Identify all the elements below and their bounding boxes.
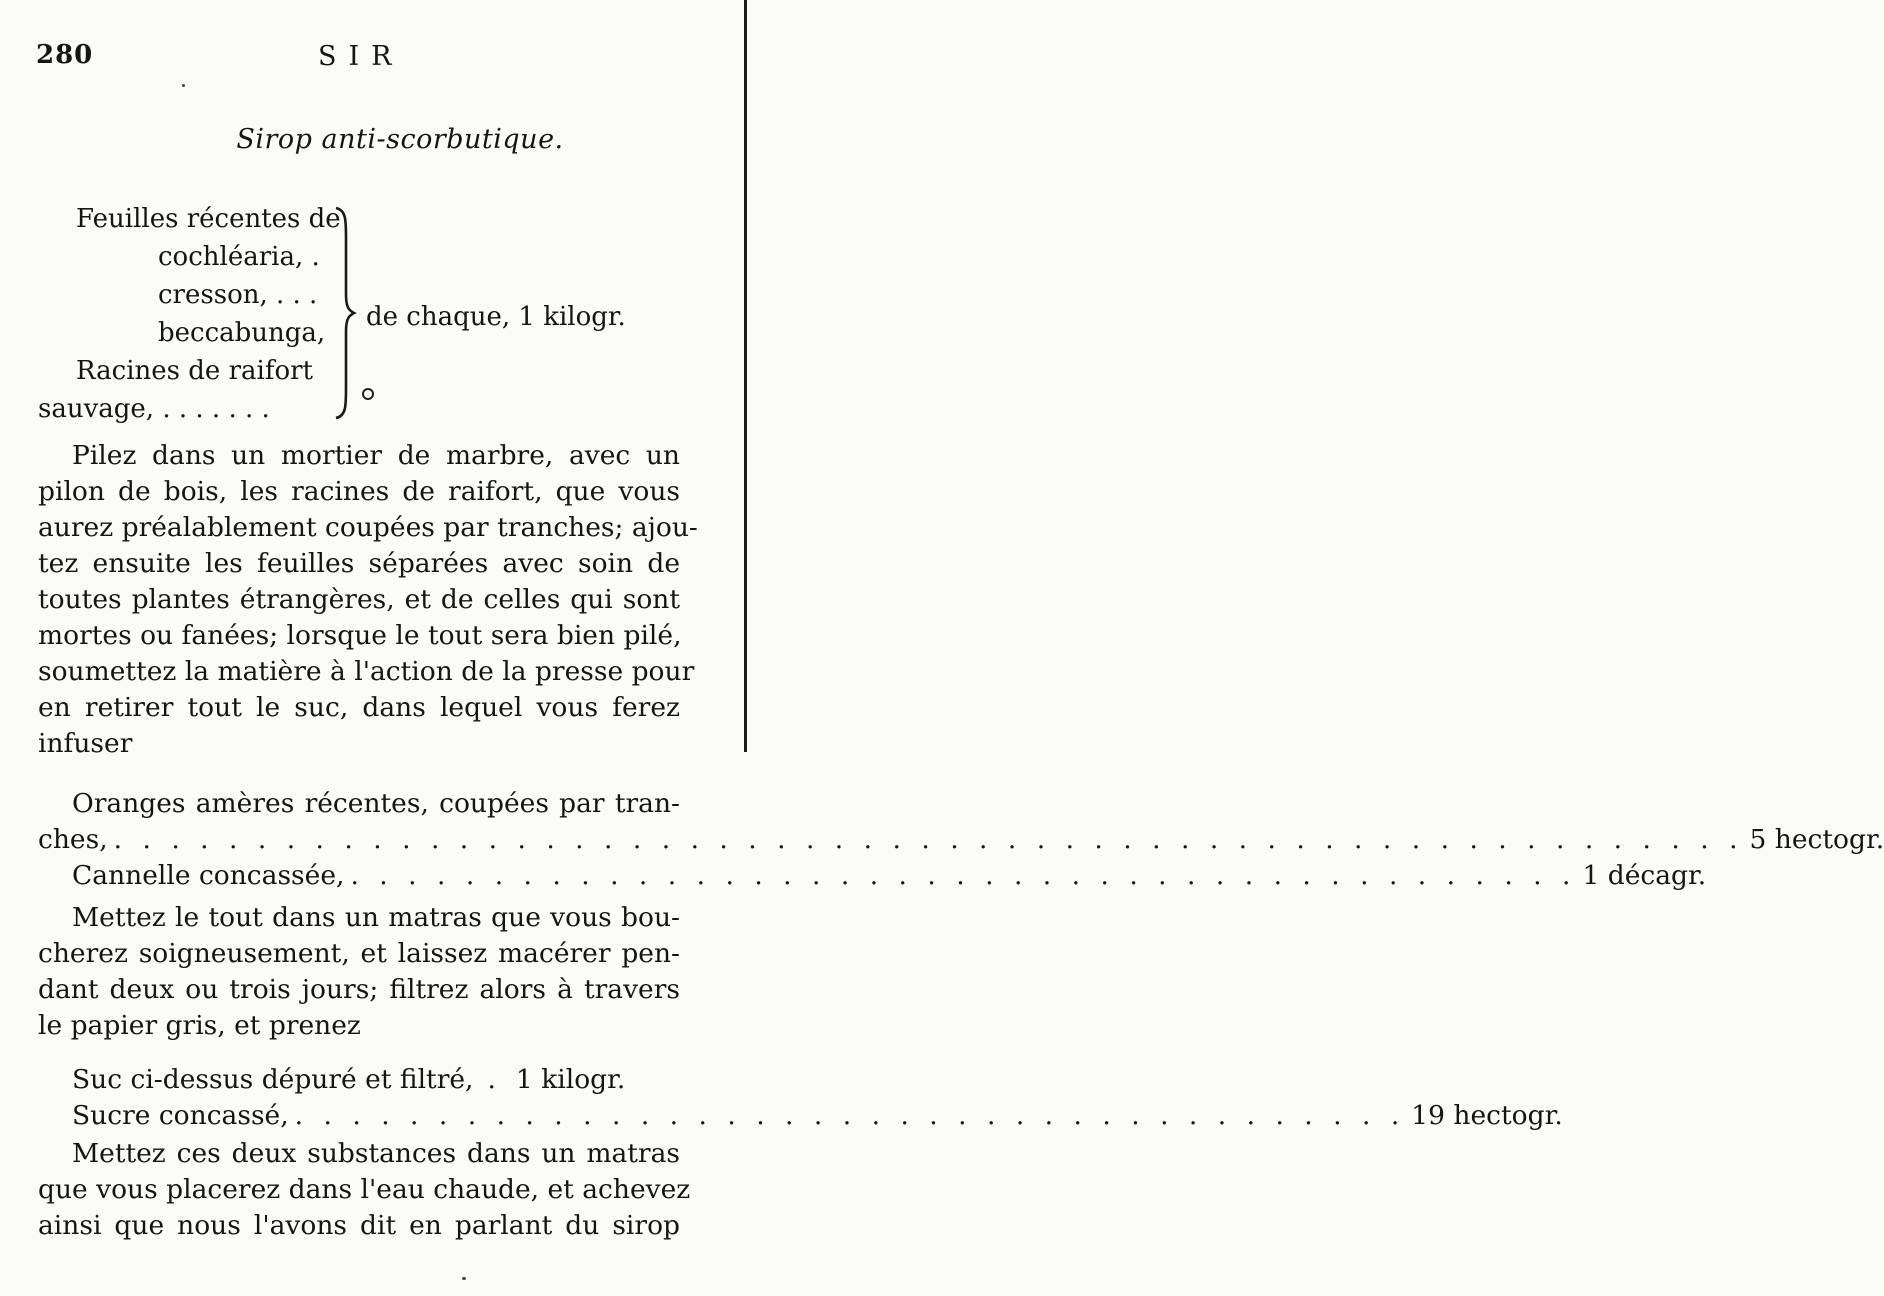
ingredient-line: beccabunga, <box>158 318 326 348</box>
recipe-item <box>72 1062 656 1098</box>
text-line: Oranges amères récentes, coupées par tran- <box>72 788 680 819</box>
ingredient-line: sauvage, . . . . . . . <box>38 394 270 424</box>
recipe-item-amount: 5 hectogr. <box>1749 824 1884 855</box>
text-line: mortes ou fanées; lorsque le tout sera bien pilé, <box>38 620 682 651</box>
ink-speck <box>462 1277 466 1280</box>
text-line: soumettez la matière à l'action de la presse pour <box>38 656 695 687</box>
leader-dots: . <box>487 1064 502 1095</box>
text-line: Pilez dans un mortier de marbre, avec un <box>72 440 680 471</box>
text-line: toutes plantes étrangères, et de celles qui sont <box>38 584 680 615</box>
running-head: SIR <box>318 41 404 72</box>
text-line: tez ensuite les feuilles séparées avec soin de <box>38 548 680 579</box>
text-line: Mettez ces deux substances dans un matras <box>72 1138 680 1169</box>
leader-dots: . . . . . . . . . . . . . . . . . . . . . . . . . . . . . . . . . . . . . . . . . . . <box>350 860 1577 891</box>
leader-dots: . . . . . . . . . . . . . . . . . . . . . . . . . . . . . . . . . . . . . . . . . . . . . . . . . . . . . . . . . <box>113 824 1744 855</box>
recipe-item-amount: 19 hectogr. <box>1411 1100 1563 1131</box>
text-line: que vous placerez dans l'eau chaude, et achevez <box>38 1174 691 1205</box>
recipe-item <box>38 822 1884 858</box>
ingredient-line: cresson, . . . <box>158 280 318 310</box>
text-line: en retirer tout le suc, dans lequel vous ferez <box>38 692 680 723</box>
recipe-item-amount: 1 décagr. <box>1582 860 1707 891</box>
recipe-item-label: Suc ci-dessus dépuré et filtré, <box>72 1064 474 1095</box>
leader-dots: . . . . . . . . . . . . . . . . . . . . . . . . . . . . . . . . . . . . . . . <box>294 1100 1406 1131</box>
text-line: dant deux ou trois jours; filtrez alors à travers <box>38 974 680 1005</box>
page-number: 280 <box>36 40 94 70</box>
recipe-item <box>72 858 1707 894</box>
ink-mark <box>362 388 374 400</box>
page-edge-line <box>744 0 747 752</box>
recipe-title: Sirop anti-scorbutique. <box>236 124 564 155</box>
recipe-item <box>72 1098 1563 1134</box>
ingredient-quantity: de chaque, 1 kilogr. <box>366 302 626 332</box>
recipe-item-label: Cannelle concassée, <box>72 860 345 891</box>
text-line: pilon de bois, les racines de raifort, que vous <box>38 476 680 507</box>
ingredient-line: cochléaria, . <box>158 242 320 272</box>
text-line: le papier gris, et prenez <box>38 1010 361 1041</box>
text-line: infuser <box>38 728 133 759</box>
text-line: Mettez le tout dans un matras que vous bou- <box>72 902 680 933</box>
ingredient-line: Racines de raifort <box>76 356 313 386</box>
recipe-item-label: ches, <box>38 824 108 855</box>
ink-speck <box>182 84 185 87</box>
curly-brace-icon <box>334 206 356 420</box>
recipe-item-amount: 1 kilogr. <box>515 1064 626 1095</box>
ingredient-line: Feuilles récentes de <box>76 204 341 234</box>
text-line: aurez préalablement coupées par tranches; ajou- <box>38 512 698 543</box>
text-line: ainsi que nous l'avons dit en parlant du sirop <box>38 1210 680 1241</box>
text-line: cherez soigneusement, et laissez macérer pen- <box>38 938 680 969</box>
recipe-item-label: Sucre concassé, <box>72 1100 289 1131</box>
